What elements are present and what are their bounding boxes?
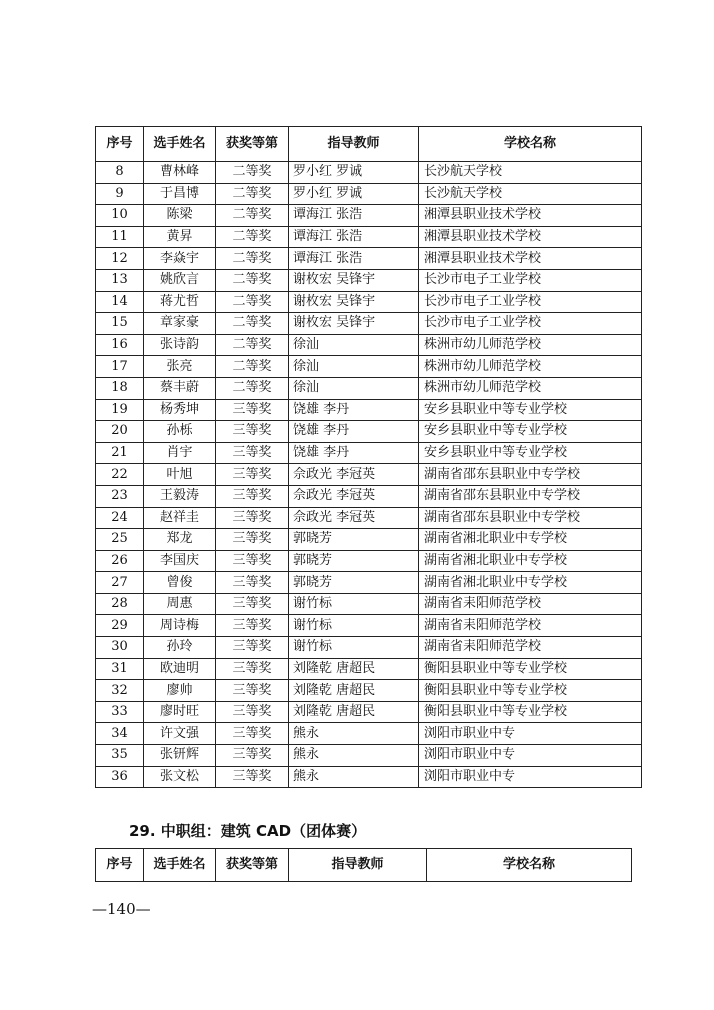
- cell-school: 浏阳市职业中专: [419, 723, 642, 745]
- cell-name: 张钘辉: [144, 745, 216, 767]
- cell-no: 12: [96, 248, 144, 270]
- cell-no: 34: [96, 723, 144, 745]
- table-row: [96, 723, 642, 745]
- cell-teacher: 佘政光 李冠英: [289, 464, 419, 486]
- cell-teacher: 熊永: [289, 766, 419, 788]
- cell-name: 欧迪明: [144, 658, 216, 680]
- cell-name: 郑龙: [144, 529, 216, 551]
- cell-no: 8: [96, 162, 144, 184]
- cell-school: 浏阳市职业中专: [419, 766, 642, 788]
- cell-teacher: 熊永: [289, 745, 419, 767]
- cell-school: 湖南省邵东县职业中专学校: [419, 485, 642, 507]
- cell-name: 李国庆: [144, 550, 216, 572]
- table-row: [96, 529, 642, 551]
- cell-no: 9: [96, 183, 144, 205]
- cell-teacher: 谢枚宏 吴锋宇: [289, 313, 419, 335]
- cell-name: 张诗韵: [144, 334, 216, 356]
- cell-no: 24: [96, 507, 144, 529]
- header-award: 获奖等第: [216, 849, 289, 882]
- cell-name: 曾俊: [144, 572, 216, 594]
- cell-award: 三等奖: [216, 529, 289, 551]
- cell-teacher: 谢枚宏 吴锋宇: [289, 291, 419, 313]
- cell-name: 杨秀坤: [144, 399, 216, 421]
- cell-teacher: 罗小红 罗诚: [289, 183, 419, 205]
- cell-school: 湖南省耒阳师范学校: [419, 637, 642, 659]
- cell-school: 株洲市幼儿师范学校: [419, 377, 642, 399]
- cell-no: 19: [96, 399, 144, 421]
- cell-school: 湖南省耒阳师范学校: [419, 615, 642, 637]
- page-number: —140—: [92, 900, 151, 918]
- cell-no: 11: [96, 226, 144, 248]
- table-row: [96, 442, 642, 464]
- cell-award: 三等奖: [216, 658, 289, 680]
- cell-name: 章家豪: [144, 313, 216, 335]
- cell-name: 廖时旺: [144, 701, 216, 723]
- cell-award: 二等奖: [216, 334, 289, 356]
- table-row: [96, 745, 642, 767]
- cell-no: 27: [96, 572, 144, 594]
- cell-no: 35: [96, 745, 144, 767]
- cell-teacher: 刘隆乾 唐超民: [289, 680, 419, 702]
- cell-name: 周诗梅: [144, 615, 216, 637]
- table-row: [96, 269, 642, 291]
- cell-teacher: 谭海江 张浩: [289, 248, 419, 270]
- cell-school: 长沙市电子工业学校: [419, 313, 642, 335]
- table-row: [96, 464, 642, 486]
- cell-school: 湘潭县职业技术学校: [419, 205, 642, 227]
- cell-teacher: 徐汕: [289, 377, 419, 399]
- cell-name: 蒋尤哲: [144, 291, 216, 313]
- cell-name: 周惠: [144, 593, 216, 615]
- cell-name: 张亮: [144, 356, 216, 378]
- cell-no: 16: [96, 334, 144, 356]
- cell-award: 三等奖: [216, 507, 289, 529]
- cell-teacher: 徐汕: [289, 356, 419, 378]
- cell-no: 15: [96, 313, 144, 335]
- table-row: [96, 226, 642, 248]
- table-row: [96, 334, 642, 356]
- table-row: [96, 183, 642, 205]
- cell-award: 三等奖: [216, 637, 289, 659]
- cell-award: 二等奖: [216, 269, 289, 291]
- cell-award: 二等奖: [216, 313, 289, 335]
- table-header-row: [96, 849, 632, 882]
- table-row: [96, 572, 642, 594]
- cell-award: 二等奖: [216, 248, 289, 270]
- cell-award: 三等奖: [216, 421, 289, 443]
- cell-teacher: 佘政光 李冠英: [289, 485, 419, 507]
- header-name: 选手姓名: [144, 127, 216, 162]
- cell-teacher: 饶雄 李丹: [289, 399, 419, 421]
- cell-name: 张文松: [144, 766, 216, 788]
- cell-no: 32: [96, 680, 144, 702]
- cell-school: 湖南省邵东县职业中专学校: [419, 464, 642, 486]
- cell-no: 36: [96, 766, 144, 788]
- cell-no: 31: [96, 658, 144, 680]
- cell-no: 23: [96, 485, 144, 507]
- table-row: [96, 485, 642, 507]
- cell-teacher: 饶雄 李丹: [289, 442, 419, 464]
- cell-award: 二等奖: [216, 162, 289, 184]
- cell-award: 三等奖: [216, 464, 289, 486]
- cell-no: 13: [96, 269, 144, 291]
- cell-award: 三等奖: [216, 442, 289, 464]
- table-row: [96, 593, 642, 615]
- table-row: [96, 356, 642, 378]
- cell-no: 25: [96, 529, 144, 551]
- table-row: [96, 680, 642, 702]
- cell-award: 二等奖: [216, 183, 289, 205]
- header-name: 选手姓名: [144, 849, 216, 882]
- table-row: [96, 507, 642, 529]
- cell-award: 三等奖: [216, 745, 289, 767]
- cell-teacher: 谢竹标: [289, 637, 419, 659]
- table-row: [96, 291, 642, 313]
- cell-teacher: 谭海江 张浩: [289, 226, 419, 248]
- cell-teacher: 饶雄 李丹: [289, 421, 419, 443]
- table-row: [96, 377, 642, 399]
- cell-teacher: 谢竹标: [289, 615, 419, 637]
- table-row: [96, 248, 642, 270]
- cell-school: 湖南省湘北职业中专学校: [419, 529, 642, 551]
- cell-no: 29: [96, 615, 144, 637]
- cell-name: 叶旭: [144, 464, 216, 486]
- cell-name: 蔡丰蔚: [144, 377, 216, 399]
- section-title: 29. 中职组：建筑 CAD（团体赛）: [129, 822, 367, 840]
- cell-no: 28: [96, 593, 144, 615]
- cell-name: 李焱宇: [144, 248, 216, 270]
- cell-school: 衡阳县职业中等专业学校: [419, 658, 642, 680]
- cell-school: 株洲市幼儿师范学校: [419, 334, 642, 356]
- cell-teacher: 谢竹标: [289, 593, 419, 615]
- cell-school: 浏阳市职业中专: [419, 745, 642, 767]
- cell-name: 曹林峰: [144, 162, 216, 184]
- cell-award: 三等奖: [216, 766, 289, 788]
- cell-award: 三等奖: [216, 399, 289, 421]
- cell-award: 二等奖: [216, 291, 289, 313]
- cell-school: 湖南省湘北职业中专学校: [419, 550, 642, 572]
- cell-award: 三等奖: [216, 723, 289, 745]
- table-row: [96, 421, 642, 443]
- awards-table: [95, 126, 642, 788]
- cell-school: 长沙市电子工业学校: [419, 291, 642, 313]
- cell-teacher: 刘隆乾 唐超民: [289, 701, 419, 723]
- cell-school: 长沙航天学校: [419, 183, 642, 205]
- table-row: [96, 550, 642, 572]
- table-row: [96, 701, 642, 723]
- cell-no: 14: [96, 291, 144, 313]
- table-row: [96, 162, 642, 184]
- cell-teacher: 谭海江 张浩: [289, 205, 419, 227]
- cell-teacher: 徐汕: [289, 334, 419, 356]
- awards-table-body: [96, 162, 642, 788]
- header-no: 序号: [96, 849, 144, 882]
- cell-no: 20: [96, 421, 144, 443]
- cell-teacher: 熊永: [289, 723, 419, 745]
- cad-awards-table: [95, 848, 632, 882]
- cell-school: 衡阳县职业中等专业学校: [419, 680, 642, 702]
- cell-school: 湘潭县职业技术学校: [419, 248, 642, 270]
- table-row: [96, 658, 642, 680]
- header-award: 获奖等第: [216, 127, 289, 162]
- cell-name: 许文强: [144, 723, 216, 745]
- cell-name: 赵祥圭: [144, 507, 216, 529]
- cell-name: 黄昇: [144, 226, 216, 248]
- table-header-row: [96, 127, 642, 162]
- cell-school: 湖南省湘北职业中专学校: [419, 572, 642, 594]
- header-no: 序号: [96, 127, 144, 162]
- table-row: [96, 615, 642, 637]
- cell-no: 18: [96, 377, 144, 399]
- cell-school: 安乡县职业中等专业学校: [419, 442, 642, 464]
- cell-no: 21: [96, 442, 144, 464]
- cell-teacher: 刘隆乾 唐超民: [289, 658, 419, 680]
- cell-school: 安乡县职业中等专业学校: [419, 399, 642, 421]
- cell-teacher: 郭晓芳: [289, 550, 419, 572]
- header-school: 学校名称: [419, 127, 642, 162]
- header-teacher: 指导教师: [289, 849, 427, 882]
- cell-school: 长沙航天学校: [419, 162, 642, 184]
- cell-school: 湖南省邵东县职业中专学校: [419, 507, 642, 529]
- cell-teacher: 郭晓芳: [289, 529, 419, 551]
- cell-name: 廖帅: [144, 680, 216, 702]
- cell-award: 二等奖: [216, 377, 289, 399]
- cell-no: 30: [96, 637, 144, 659]
- cell-name: 孙栎: [144, 421, 216, 443]
- cell-no: 17: [96, 356, 144, 378]
- cell-school: 湘潭县职业技术学校: [419, 226, 642, 248]
- cell-award: 三等奖: [216, 485, 289, 507]
- cell-award: 二等奖: [216, 226, 289, 248]
- cell-teacher: 佘政光 李冠英: [289, 507, 419, 529]
- header-teacher: 指导教师: [289, 127, 419, 162]
- table-row: [96, 313, 642, 335]
- cell-no: 26: [96, 550, 144, 572]
- cell-school: 衡阳县职业中等专业学校: [419, 701, 642, 723]
- cell-name: 孙玲: [144, 637, 216, 659]
- cell-award: 三等奖: [216, 550, 289, 572]
- cell-school: 株洲市幼儿师范学校: [419, 356, 642, 378]
- cell-school: 安乡县职业中等专业学校: [419, 421, 642, 443]
- header-school: 学校名称: [427, 849, 632, 882]
- cell-award: 三等奖: [216, 615, 289, 637]
- table-row: [96, 766, 642, 788]
- cell-school: 长沙市电子工业学校: [419, 269, 642, 291]
- cell-no: 22: [96, 464, 144, 486]
- cell-teacher: 谢枚宏 吴锋宇: [289, 269, 419, 291]
- cell-teacher: 罗小红 罗诚: [289, 162, 419, 184]
- cell-award: 二等奖: [216, 205, 289, 227]
- cell-name: 于昌博: [144, 183, 216, 205]
- cell-school: 湖南省耒阳师范学校: [419, 593, 642, 615]
- cell-name: 姚欣言: [144, 269, 216, 291]
- cell-no: 10: [96, 205, 144, 227]
- cell-name: 王毅涛: [144, 485, 216, 507]
- table-row: [96, 205, 642, 227]
- cell-award: 三等奖: [216, 680, 289, 702]
- cell-award: 三等奖: [216, 593, 289, 615]
- cell-name: 陈梁: [144, 205, 216, 227]
- cell-teacher: 郭晓芳: [289, 572, 419, 594]
- table-row: [96, 399, 642, 421]
- cell-award: 三等奖: [216, 572, 289, 594]
- cell-award: 三等奖: [216, 701, 289, 723]
- cell-award: 二等奖: [216, 356, 289, 378]
- cell-no: 33: [96, 701, 144, 723]
- cell-name: 肖宇: [144, 442, 216, 464]
- table-row: [96, 637, 642, 659]
